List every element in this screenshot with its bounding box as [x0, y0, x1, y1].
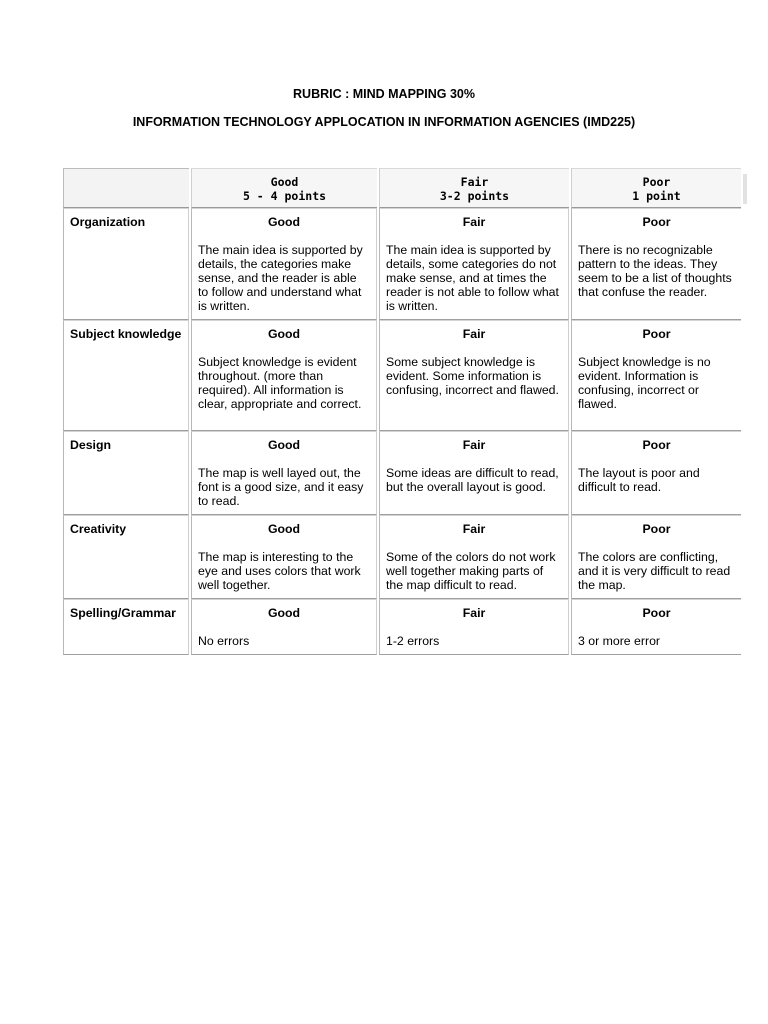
rating-level: Poor [642, 606, 671, 620]
table-row-creativity [63, 515, 741, 599]
table-row-design [63, 431, 741, 515]
criterion-cell [63, 208, 189, 320]
rating-description: The map is well layed out, the font is a good size, and it easy to read. [198, 466, 364, 508]
rating-cell-fair [379, 208, 569, 320]
document-subtitle: INFORMATION TECHNOLOGY APPLOCATION IN INFORMATION AGENCIES (IMD225) [132, 115, 636, 129]
criterion-label: Spelling/Grammar [70, 606, 176, 620]
rating-cell-fair [379, 320, 569, 431]
rating-description: No errors [198, 634, 250, 648]
table-header-row [63, 168, 741, 208]
header-level: Fair [460, 175, 489, 189]
rating-cell-poor [571, 431, 741, 515]
criterion-label: Creativity [70, 522, 127, 536]
rating-description: Some of the colors do not work well together making parts of the map difficult to read. [386, 550, 556, 592]
rating-description: 3 or more error [578, 634, 661, 648]
criterion-label: Organization [70, 215, 146, 229]
rating-description: The main idea is supported by details, the categories make sense, and the reader is able to follow and understand what is written. [198, 243, 363, 313]
rating-cell-fair [379, 431, 569, 515]
table-row-organization [63, 208, 741, 320]
rating-level: Good [267, 438, 301, 452]
rating-level: Good [267, 215, 301, 229]
criterion-cell [63, 320, 189, 431]
rating-cell-good [191, 599, 377, 655]
criterion-cell [63, 431, 189, 515]
header-cell-blank [63, 168, 189, 208]
rating-description: The map is interesting to the eye and uses colors that work well together. [198, 550, 361, 592]
rating-cell-poor [571, 515, 741, 599]
rating-cell-good [191, 431, 377, 515]
header-cell-good [191, 168, 377, 208]
rating-description: Subject knowledge is evident throughout. (more than required). All information is clear, appropriate and correct. [198, 355, 362, 411]
rating-description: Some subject knowledge is evident. Some information is confusing, incorrect and flawed. [386, 355, 559, 397]
table-row-spelling-grammar [63, 599, 741, 655]
rating-description: The colors are conflicting, and it is very difficult to read the map. [578, 550, 731, 592]
rubric-table [63, 168, 741, 655]
rating-level: Good [267, 327, 301, 341]
rating-cell-fair [379, 599, 569, 655]
rating-level: Poor [642, 522, 671, 536]
header-points: 5 - 4 points [242, 189, 327, 203]
rating-level: Fair [462, 438, 486, 452]
rating-description: Subject knowledge is no evident. Information is confusing, incorrect or flawed. [578, 355, 711, 411]
rating-description: 1-2 errors [386, 634, 440, 648]
rating-level: Fair [462, 522, 486, 536]
rating-description: The main idea is supported by details, some categories do not make sense, and at times the reader is not able to follow what is written. [386, 243, 559, 313]
rating-level: Fair [462, 606, 486, 620]
rating-level: Poor [642, 438, 671, 452]
header-points: 1 point [632, 189, 681, 203]
rating-level: Fair [462, 327, 486, 341]
rating-description: The layout is poor and difficult to read. [578, 466, 700, 494]
criterion-cell [63, 515, 189, 599]
rating-description: There is no recognizable pattern to the ideas. They seem to be a list of thoughts that confuse the reader. [578, 243, 732, 299]
rating-cell-poor [571, 599, 741, 655]
rating-level: Poor [642, 215, 671, 229]
table-edge-divider [743, 174, 747, 204]
table-row-subject-knowledge [63, 320, 741, 431]
rating-cell-good [191, 515, 377, 599]
rating-cell-poor [571, 208, 741, 320]
header-points: 3-2 points [439, 189, 510, 203]
header-level: Good [270, 175, 299, 189]
criterion-cell [63, 599, 189, 655]
rating-level: Fair [462, 215, 486, 229]
rating-description: Some ideas are difficult to read, but the overall layout is good. [386, 466, 559, 494]
header-cell-fair [379, 168, 569, 208]
rating-cell-poor [571, 320, 741, 431]
rating-cell-fair [379, 515, 569, 599]
rating-level: Good [267, 606, 301, 620]
header-level: Poor [642, 175, 671, 189]
rating-cell-good [191, 320, 377, 431]
rating-level: Poor [642, 327, 671, 341]
document-title: RUBRIC : MIND MAPPING 30% [293, 87, 475, 101]
rating-level: Good [267, 522, 301, 536]
criterion-label: Design [70, 438, 111, 452]
header-cell-poor [571, 168, 741, 208]
criterion-label: Subject knowledge [70, 327, 182, 341]
rating-cell-good [191, 208, 377, 320]
